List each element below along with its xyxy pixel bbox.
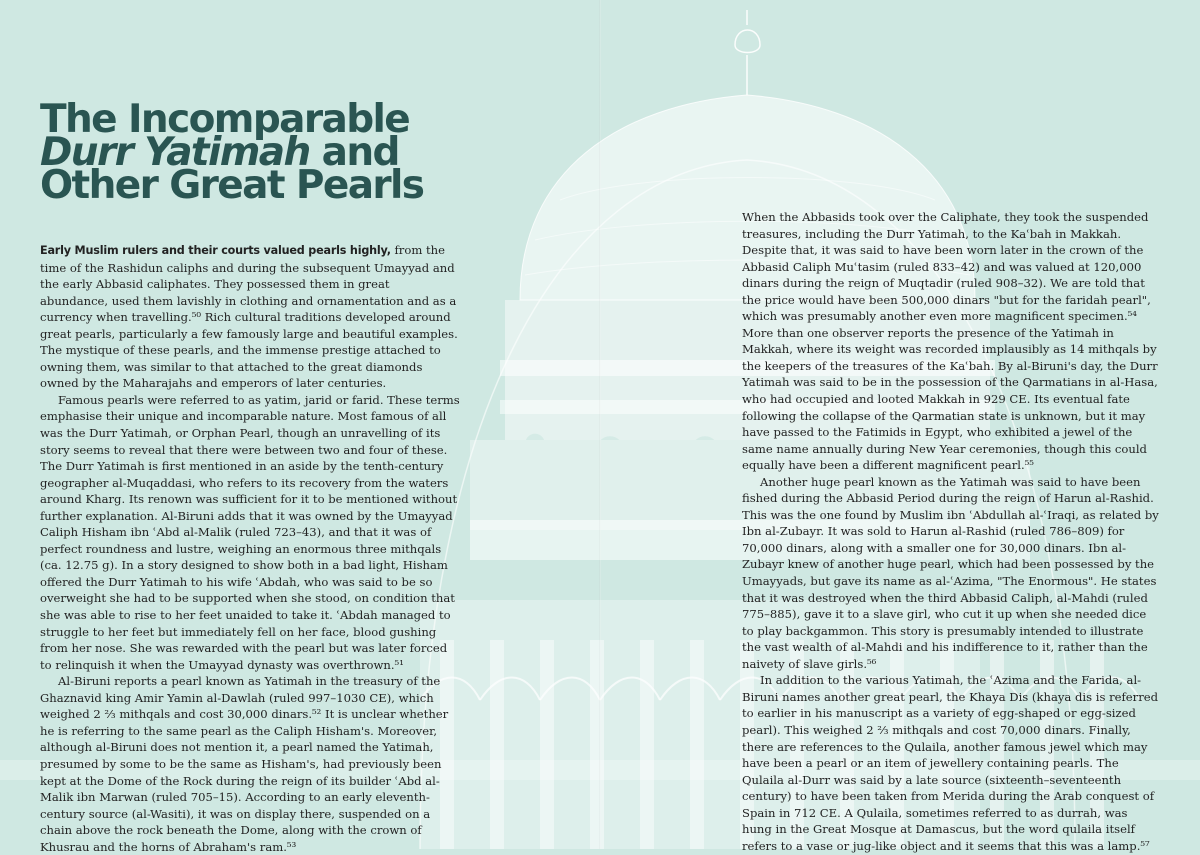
- chapter-title: [40, 97, 460, 208]
- right-text-column: [742, 209, 1160, 854]
- right-paragraph-3: In addition to the various Yatimah, the ʿAzima and the Farida, al-Biruni names another great pearl, the Khaya Dis (khaya dis is referred to earlier in his manuscript as a variety of egg-shaped or egg-sized pearl). This weighed 2 ⅔ mithqals and cost 70,000 dinars. Finally, there are references to the Qulaila, another famous jewel which may have been a pearl or an item of jewellery containing pearls. The Qulaila al-Durr was said by a late source (sixteenth–seventeenth century) to have been taken from Merida during the Arab conquest of Spain in 712 CE. A Qulaila, sometimes referred to as durrah, was hung in the Great Mosque at Damascus, but the word qulaila itself refers to a vase or jug-like object and it seems that this was a lamp.⁵⁷: [742, 673, 1159, 853]
- left-paragraph-1-body: from the time of the Rashidun caliphs and during the subsequent Umayyad and the early Abbasid caliphates. They possessed them in great abundance, used them lavishly in clothing and ornamentation and as a currency when travelling.⁵⁰ Rich cultural traditions developed around great pearls, particularly a few famously large and beautiful examples. The mystique of these pearls, and the immense prestige attached to owning them, was similar to that attached to the great diamonds owned by the Maharajahs and emperors of later centuries.: [40, 243, 458, 391]
- title-line-3: Other Great Pearls: [40, 163, 424, 208]
- left-paragraph-3: Al-Biruni reports a pearl known as Yatimah in the treasury of the Ghaznavid king Amir Yamin al-Dawlah (ruled 997–1030 CE), which weighed 2 ⅔ mithqals and cost 30,000 dinars.⁵² It is unclear whether he is referring to the same pearl as the Caliph Hisham's. Moreover, although al-Biruni does not mention it, a pearl named the Yatimah, presumed by some to be the same as Hisham's, had previously been kept at the Dome of the Rock during the reign of its builder ʿAbd al-Malik ibn Marwan (ruled 705–15). According to an early eleventh-century source (al-Wasiti), it was on display there, suspended on a chain above the rock beneath the Dome, along with the crown of Khusrau and the horns of Abraham's ram.⁵³: [40, 674, 449, 854]
- left-paragraph-1: [40, 242, 461, 392]
- left-paragraph-2: Famous pearls were referred to as yatim, jarid or farid. These terms emphasise their unique and incomparable nature. Most famous of all was the Durr Yatimah, or Orphan Pearl, though an unravelling of its story seems to reveal that there were between two and four of these. The Durr Yatimah is first mentioned in an aside by the tenth-century geographer al-Muqaddasi, who refers to its recovery from the waters around Kharg. Its renown was sufficient for it to be mentioned without further explanation. Al-Biruni adds that it was owned by the Umayyad Caliph Hisham ibn ʿAbd al-Malik (ruled 723–43), and that it was of perfect roundness and lustre, weighing an enormous three mithqals (ca. 12.75 g). In a story designed to show both in a bad light, Hisham offered the Durr Yatimah to his wife ʿAbdah, who was said to be so overweight she had to be supported when she stood, on condition that she was able to rise to her feet unaided to take it. ʿAbdah managed to struggle to her feet but immediately fell on her face, blood gushing from her nose. She was rewarded with the pearl but was later forced to relinquish it when the Umayyad dynasty was overthrown.⁵¹: [40, 392, 460, 672]
- title-line-1: The Incomparable: [40, 97, 410, 142]
- right-paragraph-2: Another huge pearl known as the Yatimah was said to have been fished during the Abbasid Period during the reign of Harun al-Rashid. This was the one found by Muslim ibn ʿAbdullah al-ʿIraqi, as related by Ibn al-Zubayr. It was sold to Harun al-Rashid (ruled 786–809) for 70,000 dinars, along with a smaller one for 30,000 dinars. Ibn al-Zubayr knew of another huge pearl, which had been possessed by the Umayyads, but gave its name as al-ʿAzima, "The Enormous". He states that it was destroyed when the third Abbasid Caliph, al-Mahdi (ruled 775–885), gave it to a slave girl, who cut it up when she needed dice to play backgammon. This story is presumably intended to illustrate the vast wealth of al-Mahdi and his indifference to it, rather than the naivety of slave girls.⁵⁶: [742, 474, 1159, 671]
- lead-in-text: Early Muslim rulers and their courts valued pearls highly,: [40, 244, 391, 257]
- right-paragraph-1: When the Abbasids took over the Caliphate, they took the suspended treasures, including the Durr Yatimah, to the Kaʿbah in Makkah. Despite that, it was said to have been worn later in the crown of the Abbasid Caliph Muʿtasim (ruled 833–42) and was valued at 120,000 dinars during the reign of Muqtadir (ruled 908–32). We are told that the price would have been 500,000 dinars "but for the faridah pearl", which was presumably another even more magnificent specimen.⁵⁴ More than one observer reports the presence of the Yatimah in Makkah, where its weight was recorded implausibly as 14 mithqals by the keepers of the treasures of the Kaʿbah. By al-Biruni's day, the Durr Yatimah was said to be in the possession of the Qarmatians in al-Hasa, who had occupied and looted Makkah in 929 CE. Its eventual fate following the collapse of the Qarmatian state is unknown, but it may have passed to the Fatimids in Egypt, who exhibited a jewel of the same name annually during New Year ceremonies, though this could equally have been a different magnificent pearl.⁵⁵: [742, 210, 1158, 473]
- title-italic-name: Durr Yatimah: [40, 130, 310, 175]
- page-gutter: [599, 0, 601, 849]
- title-line-2-rest: and: [309, 130, 399, 175]
- left-text-column: [40, 242, 461, 855]
